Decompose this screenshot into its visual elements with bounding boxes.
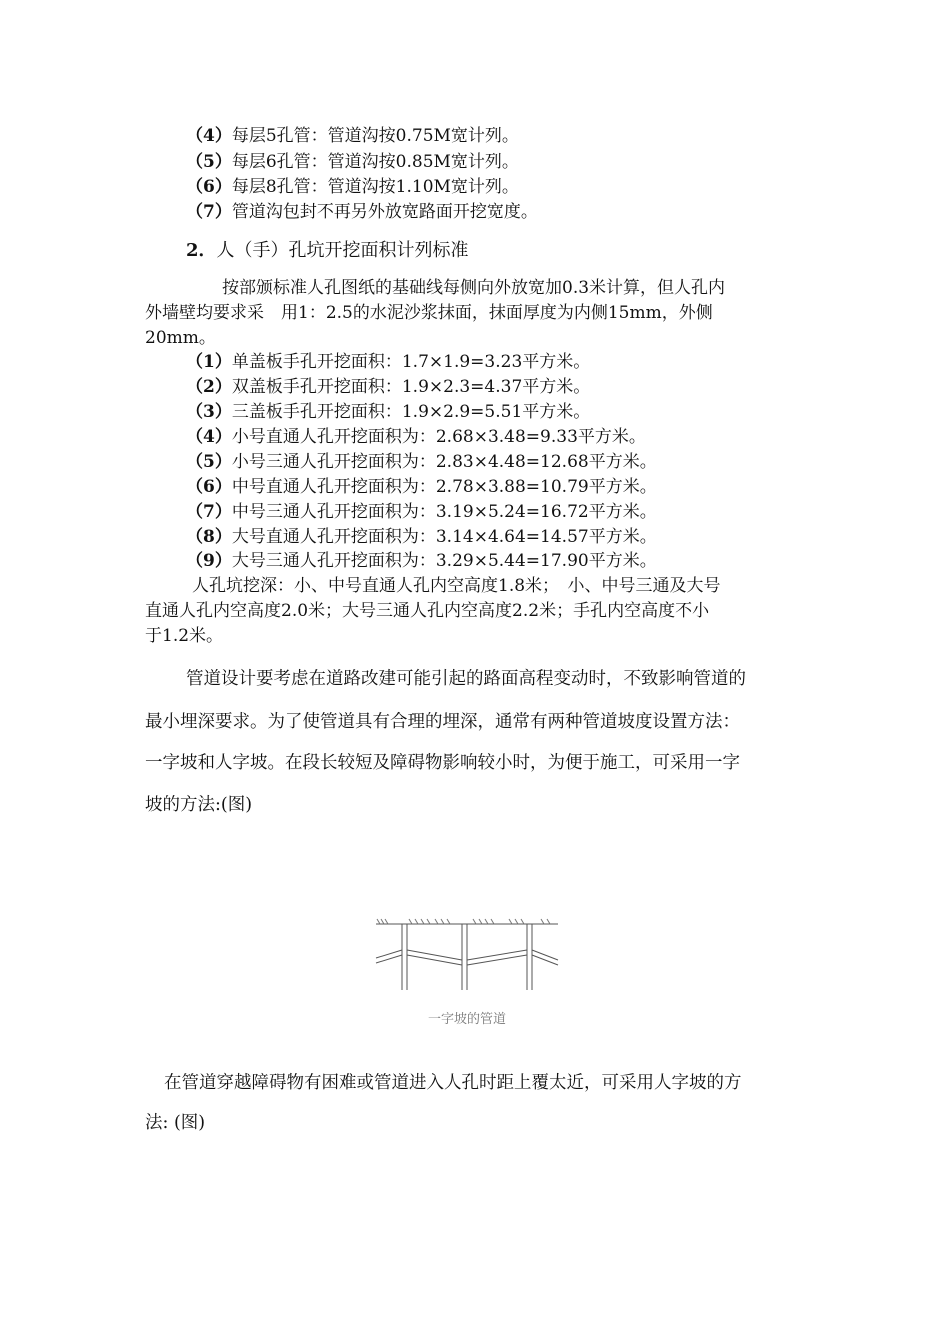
paragraph-line: 20mm。 (145, 328, 216, 348)
list-item: （8）大号直通人孔开挖面积为：3.14×4.64=14.57平方米。 (186, 527, 657, 547)
paragraph-line: 最小埋深要求。为了使管道具有合理的埋深，通常有两种管道坡度设置方法： (145, 712, 740, 732)
list-item: （6）每层8孔管：管道沟按1.10M宽计列。 (186, 177, 519, 197)
list-item: （7）中号三通人孔开挖面积为：3.19×5.24=16.72平方米。 (186, 502, 657, 522)
list-item: （5）每层6孔管：管道沟按0.85M宽计列。 (186, 152, 519, 172)
paragraph-line: 于1.2米。 (145, 626, 224, 646)
pipe-slope-figure (372, 918, 562, 998)
paragraph-line: 管道设计要考虑在道路改建可能引起的路面高程变动时，不致影响管道的 (186, 669, 746, 689)
section-heading: 2．人（手）孔坑开挖面积计列标准 (186, 240, 469, 261)
paragraph-line: 人孔坑挖深：小、中号直通人孔内空高度1.8米； 小、中号三通及大号 (192, 576, 721, 596)
list-item: （1）单盖板手孔开挖面积：1.7×1.9=3.23平方米。 (186, 352, 591, 372)
list-item: （2）双盖板手孔开挖面积：1.9×2.3=4.37平方米。 (186, 377, 591, 397)
list-item: （4）小号直通人孔开挖面积为：2.68×3.48=9.33平方米。 (186, 427, 646, 447)
list-item: （6）中号直通人孔开挖面积为：2.78×3.88=10.79平方米。 (186, 477, 657, 497)
paragraph-line: 外墙壁均要求采 用1：2.5的水泥沙浆抹面，抹面厚度为内侧15mm，外侧 (145, 303, 713, 323)
paragraph-line: 按部颁标准人孔图纸的基础线每侧向外放宽加0.3米计算，但人孔内 (222, 278, 726, 298)
paragraph-line: 一字坡和人字坡。在段长较短及障碍物影响较小时，为便于施工，可采用一字 (145, 753, 740, 773)
paragraph-line: 坡的方法:(图) (145, 795, 253, 815)
paragraph-line: 法: (图) (145, 1113, 206, 1133)
paragraph-line: 在管道穿越障碍物有困难或管道进入人孔时距上覆太近，可采用人字坡的方 (164, 1073, 742, 1093)
list-item: （4）每层5孔管：管道沟按0.75M宽计列。 (186, 126, 519, 146)
list-item: （7）管道沟包封不再另外放宽路面开挖宽度。 (186, 202, 538, 222)
list-item: （3）三盖板手孔开挖面积：1.9×2.9=5.51平方米。 (186, 402, 591, 422)
list-item: （9）大号三通人孔开挖面积为：3.29×5.44=17.90平方米。 (186, 551, 657, 571)
list-item: （5）小号三通人孔开挖面积为：2.83×4.48=12.68平方米。 (186, 452, 657, 472)
paragraph-line: 直通人孔内空高度2.0米；大号三通人孔内空高度2.2米；手孔内空高度不小 (145, 601, 710, 621)
figure-caption: 一字坡的管道 (428, 1012, 507, 1027)
